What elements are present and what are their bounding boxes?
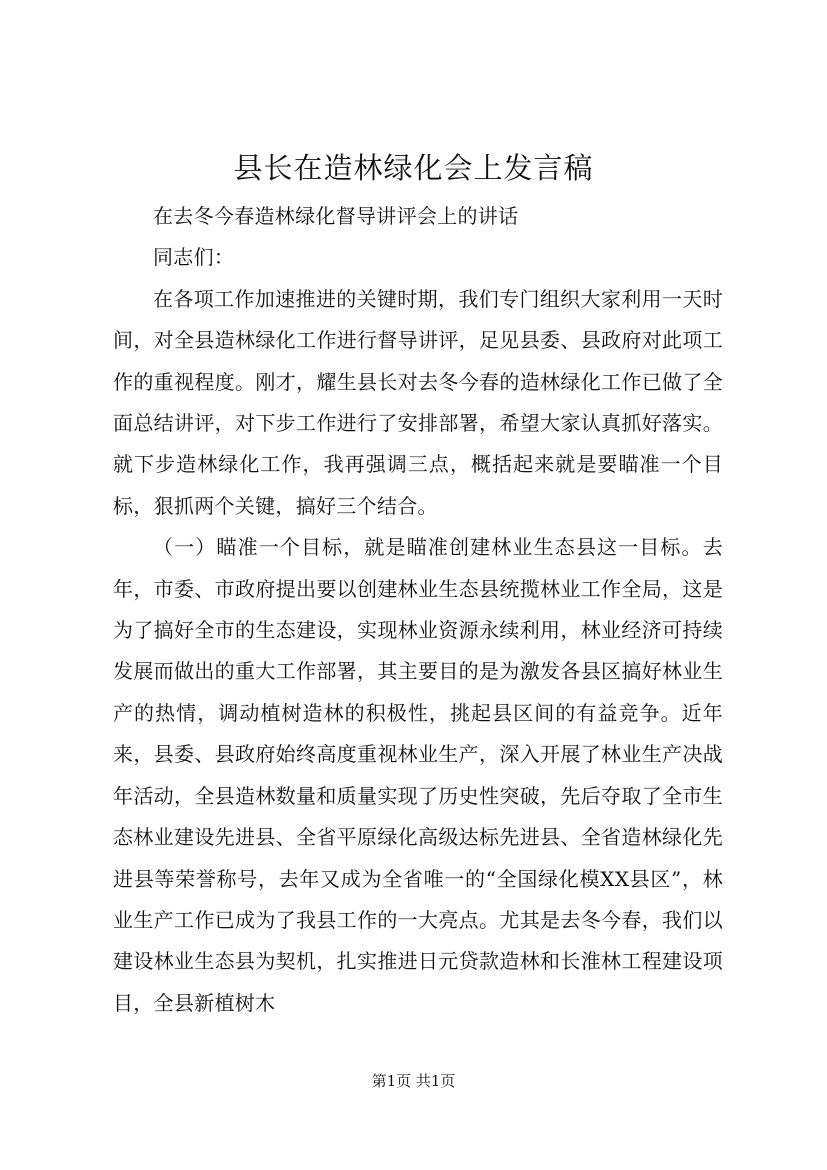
- body-paragraph: （一）瞄准一个目标，就是瞄准创建林业生态县这一目标。去年，市委、市政府提出要以创建林业生态县统揽林业工作全局，这是为了搞好全市的生态建设，实现林业资源永续利用，林业经济可持续发展而做出的重大工作部署，其主要目的是为激发各县区搞好林业生产的热情，调动植树造林的积极性，挑起县区间的有益竞争。近年来，县委、县政府始终高度重视林业生产，深入开展了林业生产决战年活动，全县造林数量和质量实现了历史性突破，先后夺取了全市生态林业建设先进县、全省平原绿化高级达标先进县、全省造林绿化先进县等荣誉称号，去年又成为全省唯一的“全国绿化模XX县区”，林业生产工作已成为了我县工作的一大亮点。尤其是去冬今春，我们以建设林业生态县为契机，扎实推进日元贷款造林和长淮林工程建设项目，全县新植树木: [113, 535, 723, 1015]
- body-paragraph: 在各项工作加速推进的关键时期，我们专门组织大家利用一天时间，对全县造林绿化工作进行督导讲评，足见县委、县政府对此项工作的重视程度。刚才，耀生县长对去冬今春的造林绿化工作已做了全面总结讲评，对下步工作进行了安排部署，希望大家认真抓好落实。就下步造林绿化工作，我再强调三点，概括起来就是要瞄准一个目标，狠抓两个关键，搞好三个结合。: [113, 286, 723, 518]
- salutation-line: 同志们：: [153, 245, 235, 270]
- page-number-footer: 第1页 共1页: [371, 1072, 456, 1090]
- document-title: 县长在造林绿化会上发言稿: [233, 151, 594, 185]
- document-body: [113, 196, 723, 1024]
- subtitle-line: 在去冬今春造林绿化督导讲评会上的讲话: [153, 204, 519, 228]
